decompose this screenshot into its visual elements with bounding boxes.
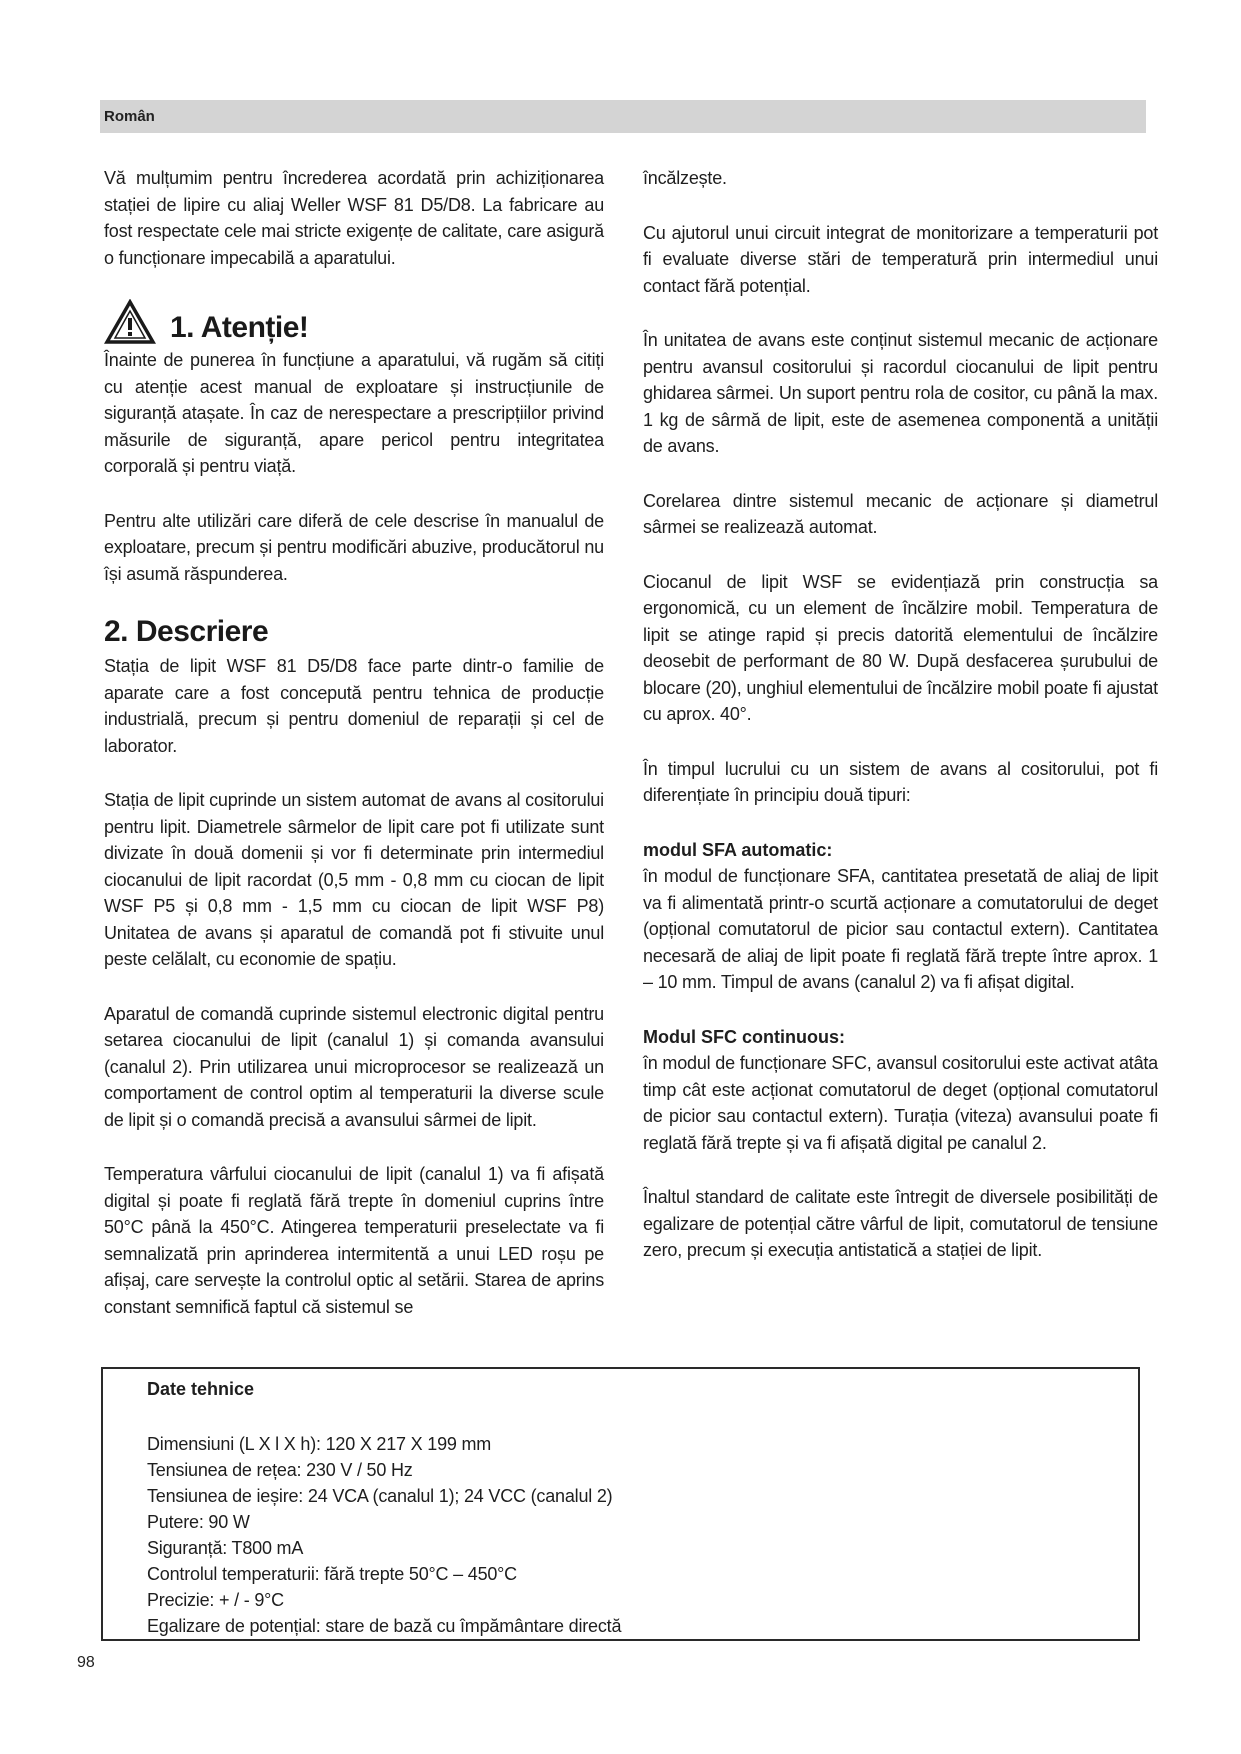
- correlation-paragraph: Corelarea dintre sistemul mecanic de acționare și diametrul sârmei se realizează automat.: [643, 490, 1158, 537]
- attention-paragraph-1: Înainte de punerea în funcțiune a aparatului, vă rugăm să citiți cu atenție acest manual de exploatare și instrucțiunile de siguranță atașate. În caz de nerespectare a prescripțiilor privind măsurile de siguranță, apare pericol pentru integritatea corporală și pentru viață.: [104, 350, 604, 476]
- technical-data-title: Date tehnice: [147, 1379, 255, 1399]
- tech-item: Siguranță: T800 mA: [147, 1538, 304, 1558]
- soldering-iron-paragraph: Ciocanul de lipit WSF se evidențiază prin construcția sa ergonomică, cu un element de încălzire mobil. Temperatura de lipit se atinge rapid și precis datorită elementului de încălzire deosebit de performant de 80 W. După desfacerea șurubului de blocare (20), unghiul elementului de încălzire mobil poate fi ajustat cu aprox. 40°.: [643, 571, 1158, 724]
- warning-triangle-icon: [104, 299, 156, 345]
- technical-data-list: [147, 1431, 621, 1639]
- sfc-mode-paragraph: în modul de funcționare SFC, avansul cositorului este activat atâta timp cât este acționat comutatorul de deget (opțional comutatorul de picior sau contactul extern). Turația (viteza) avansului poate fi reglată fără trepte și va fi afișată digital pe canalul 2.: [643, 1053, 1158, 1153]
- tech-item: Precizie: + / - 9°C: [147, 1590, 284, 1610]
- tech-item: Tensiunea de rețea: 230 V / 50 Hz: [147, 1460, 413, 1480]
- quality-paragraph: Înaltul standard de calitate este întregit de diversele posibilități de egalizare de potențial către vârful de lipit, comutatorul de tensiune zero, precum și execuția antistatică a stației de lipit.: [643, 1187, 1158, 1260]
- language-label: Român: [104, 108, 155, 125]
- description-title: 2. Descriere: [104, 615, 269, 648]
- tech-item: Egalizare de potențial: stare de bază cu împământare directă: [147, 1616, 622, 1636]
- attention-paragraph-2: Pentru alte utilizări care diferă de cele descrise în manualul de exploatare, precum și pentru modificări abuzive, producătorul nu își asumă răspunderea.: [104, 510, 604, 584]
- tech-item: Controlul temperaturii: fără trepte 50°C – 450°C: [147, 1564, 517, 1584]
- left-column: [104, 165, 604, 1320]
- monitoring-paragraph: Cu ajutorul unui circuit integrat de monitorizare a temperaturii pot fi evaluate diverse stări de temperatură prin intermediul unui contact fără potențial.: [643, 222, 1158, 296]
- language-header-band: [100, 100, 1146, 133]
- technical-data-box: [101, 1367, 1140, 1641]
- continued-paragraph: încălzește.: [643, 168, 727, 188]
- sfa-mode-paragraph: în modul de funcționare SFA, cantitatea presetată de aliaj de lipit va fi alimentată printr-o scurtă acționare a comutatorului de deget (opțional comutatorul de picior sau contactul extern). Cantitatea necesară de aliaj de lipit poate fi reglată fără trepte între aprox. 1 – 10 mm. Timpul de avans (canalul 2) va fi afișat digital.: [643, 866, 1158, 992]
- tech-item: Tensiunea de ieșire: 24 VCA (canalul 1); 24 VCC (canalul 2): [147, 1486, 613, 1506]
- intro-paragraph: Vă mulțumim pentru încrederea acordată prin achiziționarea stației de lipire cu aliaj Weller WSF 81 D5/D8. La fabricare au fost respectate cele mai stricte exigențe de calitate, care asigură o funcționare impecabilă a aparatului.: [104, 168, 604, 268]
- description-paragraph-1: Stația de lipit WSF 81 D5/D8 face parte dintr-o familie de aparate care a fost concepută pentru tehnica de producție industrială, precum și pentru domeniul de reparații și cel de laborator.: [104, 656, 604, 756]
- description-paragraph-4: Temperatura vârfului ciocanului de lipit (canalul 1) va fi afișată digital și poate fi reglată fără trepte în domeniul cuprins între 50°C până la 450°C. Atingerea temperaturii preselectate va fi semnalizată prin aprinderea intermitentă a unui LED roșu pe afișaj, care servește la controlul optic al setării. Starea de aprins constant semnifică faptul că sistemul se: [104, 1164, 604, 1317]
- tech-item: Dimensiuni (L X l X h): 120 X 217 X 199 mm: [147, 1434, 492, 1454]
- description-paragraph-2: Stația de lipit cuprinde un sistem automat de avans al cositorului pentru lipit. Diametrele sârmelor de lipit care pot fi utilizate sunt divizate în două domenii și vor fi determinate prin intermediul ciocanului de lipit racordat (0,5 mm - 0,8 mm cu ciocan de lipit WSF P5 și 0,8 mm - 1,5 mm cu ciocan de lipit WSF P8) Unitatea de avans și aparatul de comandă pot fi stivuite unul peste celălalt, cu economie de spațiu.: [104, 790, 604, 969]
- page-number: 98: [77, 1654, 95, 1671]
- tech-item: Putere: 90 W: [147, 1512, 250, 1532]
- feed-unit-paragraph: În unitatea de avans este conținut sistemul mecanic de acționare pentru avansul cositorului și racordul ciocanului de lipit pentru ghidarea sârmei. Un suport pentru rola de cositor, cu până la max. 1 kg de sârmă de lipit, este de asemenea componentă a unității de avans.: [643, 330, 1158, 456]
- attention-heading-row: [104, 299, 604, 345]
- description-paragraph-3: Aparatul de comandă cuprinde sistemul electronic digital pentru setarea ciocanului de lipit (canalul 1) și comanda avansului (canalul 2). Prin utilizarea unui microprocesor se realizează un comportament de control optim al temperaturii la diverse scule de lipit și o comandă precisă a avansului sârmei de lipit.: [104, 1003, 604, 1130]
- sfc-mode-title: Modul SFC continuous:: [643, 1026, 845, 1047]
- attention-title: 1. Atenție!: [170, 311, 309, 344]
- sfa-mode-title: modul SFA automatic:: [643, 839, 833, 860]
- right-column: [643, 165, 1158, 1264]
- modes-intro-paragraph: În timpul lucrului cu un sistem de avans al cositorului, pot fi diferențiate în principiu două tipuri:: [643, 758, 1158, 805]
